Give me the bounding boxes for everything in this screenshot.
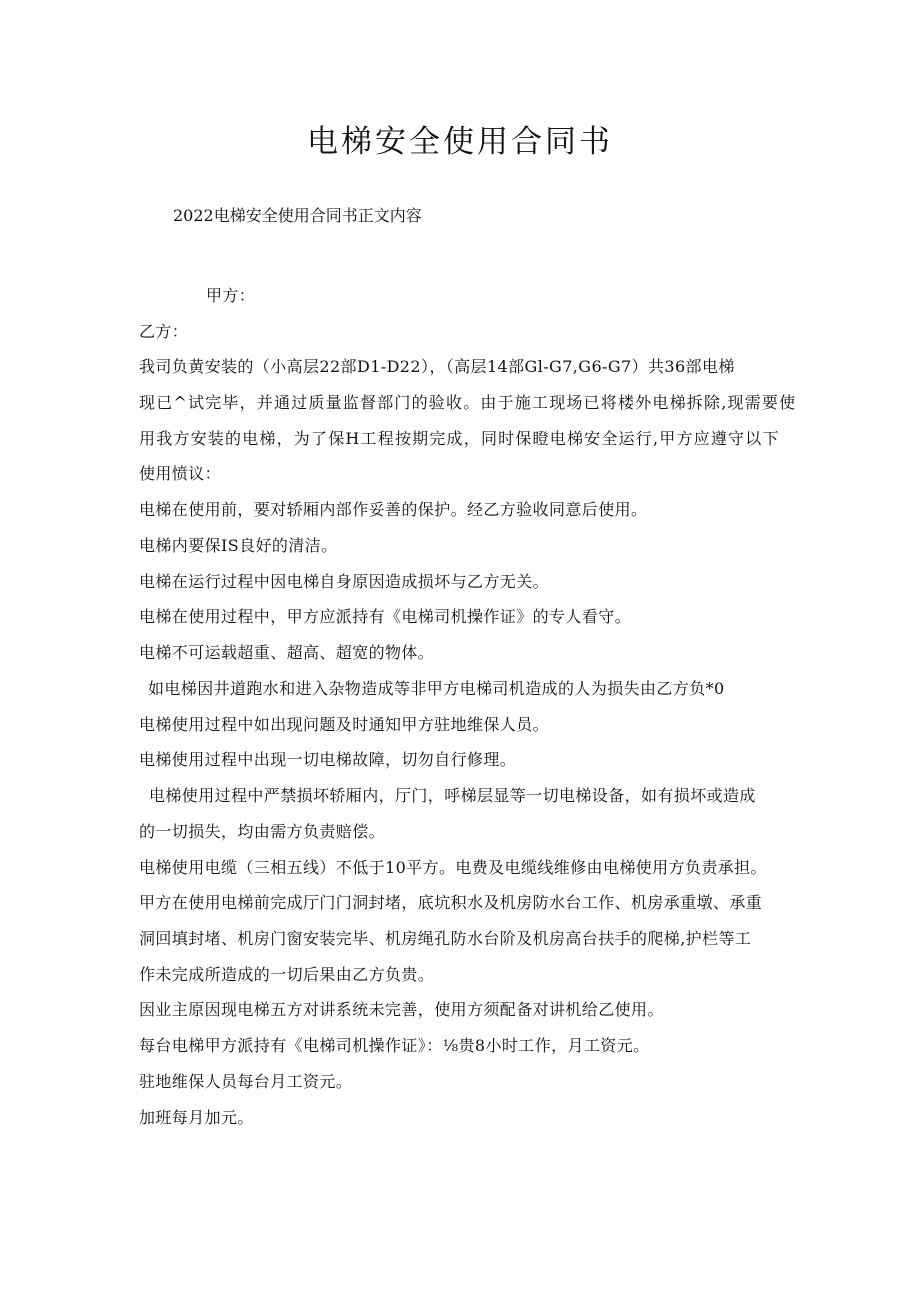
paragraph-line: 使用愤议： [139,464,222,483]
party-b-line: 乙方： [139,322,189,341]
clause-line: 电梯内要保IS良好的清洁。 [139,536,338,555]
clause-line: 洞回填封堵、机房门窗安装完毕、机房绳孔防水台阶及机房高台扶手的爬梯,护栏等工 [139,929,752,948]
paragraph-line: 现已^试完毕，并通过质量监督部门的验收。由于施工现场已将楼外电梯拆除,现需要使 [139,393,797,412]
document-subtitle: 2022电梯安全使用合同书正文内容 [173,206,422,225]
clause-line: 电梯使用过程中出现一切电梯故障，切勿自行修理。 [139,750,517,769]
clause-line: 甲方在使用电梯前完成厅门门洞封堵，底坑积水及机房防水台工作、机房承重墩、承重 [139,893,763,912]
clause-line: 驻地维保人员每台月工资元。 [139,1072,353,1091]
document-title: 电梯安全使用合同书 [307,124,613,160]
clause-line: 每台电梯甲方派持有《电梯司机操作证》：⅛贵8小时工作，月工资元。 [139,1036,650,1055]
clause-line: 加班每月加元。 [139,1108,254,1127]
clause-line: 电梯在使用前，要对轿厢内部作妥善的保护。经乙方验收同意后使用。 [139,500,648,519]
clause-line: 电梯在运行过程中因电梯自身原因造成损坏与乙方无关。 [139,572,550,591]
clause-line: 电梯不可运载超重、超高、超宽的物体。 [139,643,435,662]
clause-line: 电梯使用电缆（三相五线）不低于10平方。电费及电缆线维修由电梯使用方负责承担。 [139,858,767,877]
party-a-line: 甲方： [206,286,256,305]
clause-line: 电梯在使用过程中，甲方应派持有《电梯司机操作证》的专人看守。 [139,607,632,626]
clause-line: 的一切损失，均由需方负责赔偿。 [139,822,386,841]
paragraph-line: 我司负黄安装的（小高层22部D1-D22），（高层14部Gl-G7,G6-G7）共36部电梯 [139,357,735,376]
clause-line: 电梯使用过程中如出现问题及时通知甲方驻地维保人员。 [139,715,550,734]
paragraph-line: 用我方安装的电梯，为了保H工程按期完成，同时保瞪电梯安全运行,甲方应遵守以下 [139,429,780,448]
clause-line: 如电梯因井道跑水和进入杂物造成等非甲方电梯司机造成的人为损失由乙方负*0 [148,679,725,698]
clause-line: 电梯使用过程中严禁损坏轿厢内，厅门，呼梯层显等一切电梯设备，如有损坏或造成 [149,786,756,805]
clause-line: 因业主原因现电梯五方对讲系统未完善，使用方须配备对讲机给乙使用。 [139,1000,664,1019]
clause-line: 作未完成所造成的一切后果由乙方负贵。 [139,965,435,984]
